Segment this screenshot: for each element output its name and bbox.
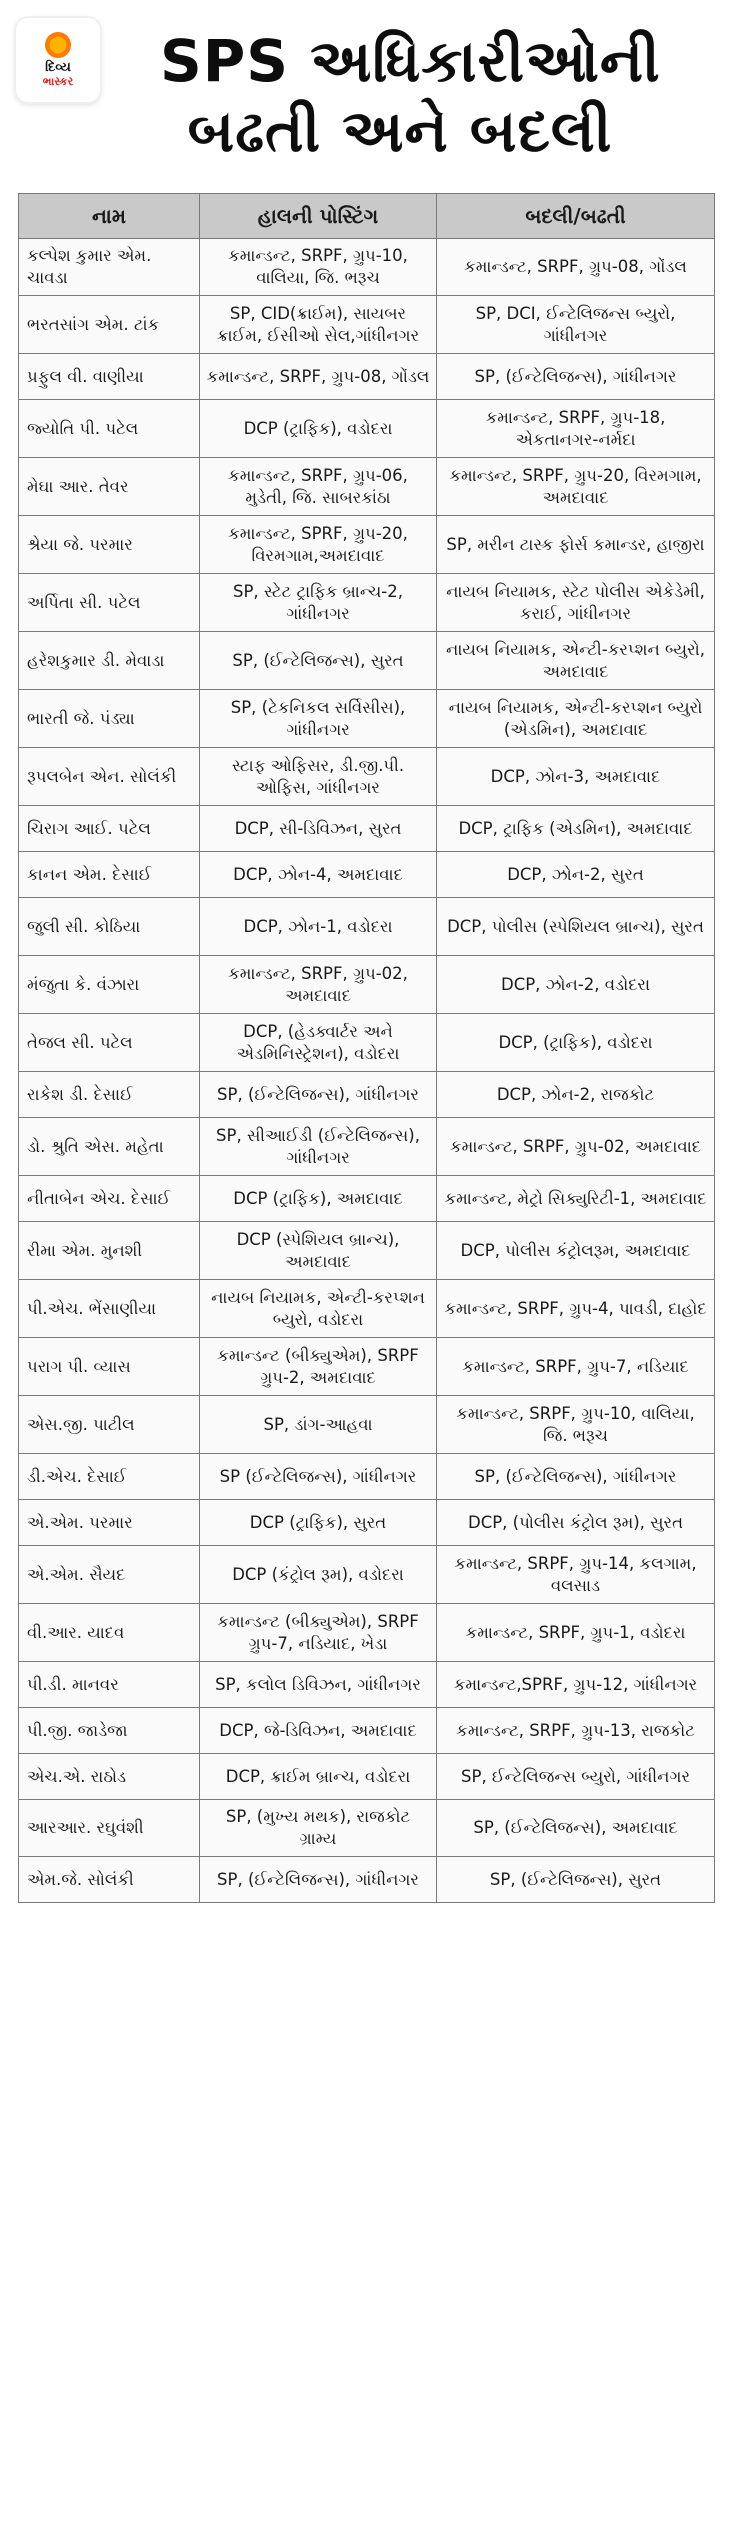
cell-name: હરેશકુમાર ડી. મેવાડા [19,632,200,690]
cell-current-posting: SP, (ટેકનિકલ સર્વિસીસ), ગાંધીનગર [200,690,437,748]
cell-current-posting: SP, ડાંગ-આહવા [200,1396,437,1454]
cell-new-posting: DCP, (ટ્રાફિક), વડોદરા [437,1014,715,1072]
transfer-table-container [18,193,714,1903]
table-row [19,1118,715,1176]
cell-current-posting: SP, (ઈન્ટેલિજન્સ), ગાંધીનગર [200,1857,437,1903]
cell-name: પ્રફુલ વી. વાણીયા [19,354,200,400]
cell-new-posting: DCP, ઝોન-3, અમદાવાદ [437,748,715,806]
cell-new-posting: કમાન્ડન્ટ, SRPF, ગ્રુપ-1, વડોદરા [437,1604,715,1662]
cell-new-posting: SP, DCI, ઈન્ટેલિજન્સ બ્યુરો, ગાંધીનગર [437,296,715,354]
table-row [19,400,715,458]
cell-name: આરઆર. રઘુવંશી [19,1800,200,1857]
table-header-row [19,194,715,239]
divya-bhaskar-logo [16,18,100,102]
cell-current-posting: DCP, સી-ડિવિઝન, સુરત [200,806,437,852]
cell-new-posting: SP, મરીન ટાસ્ક ફોર્સ કમાન્ડર, હાજીરા [437,516,715,574]
table-row [19,632,715,690]
cell-name: નીતાબેન એચ. દેસાઈ [19,1176,200,1222]
table-row [19,1857,715,1903]
cell-name: જ્યોતિ પી. પટેલ [19,400,200,458]
cell-current-posting: DCP (ટ્રાફિક), સુરત [200,1500,437,1546]
cell-current-posting: SP, સીઆઈડી (ઈન્ટેલિજન્સ), ગાંધીનગર [200,1118,437,1176]
table-row [19,1014,715,1072]
cell-name: કલ્પેશ કુમાર એમ. ચાવડા [19,239,200,296]
cell-name: ડો. શ્રુતિ એસ. મહેતા [19,1118,200,1176]
cell-current-posting: SP, CID(ક્રાઈમ), સાયબર ક્રાઈમ, ઈસીઓ સેલ,ગાંધીનગર [200,296,437,354]
cell-current-posting: કમાન્ડન્ટ, SPRF, ગ્રુપ-20, વિરમગામ,અમદાવાદ [200,516,437,574]
cell-name: એમ.જે. સોલંકી [19,1857,200,1903]
cell-new-posting: નાયબ નિયામક, સ્ટેટ પોલીસ એકેડેમી, કરાઈ, ગાંધીનગર [437,574,715,632]
page-title [160,26,661,166]
cell-name: એ.એમ. પરમાર [19,1500,200,1546]
cell-name: રાકેશ ડી. દેસાઈ [19,1072,200,1118]
cell-name: ભારતી જે. પંડ્યા [19,690,200,748]
table-row [19,1396,715,1454]
cell-name: અર્પિતા સી. પટેલ [19,574,200,632]
header-name: નામ [19,194,200,239]
cell-new-posting: કમાન્ડન્ટ, SRPF, ગ્રુપ-08, ગોંડલ [437,239,715,296]
cell-current-posting: DCP (કંટ્રોલ રૂમ), વડોદરા [200,1546,437,1604]
cell-current-posting: SP, સ્ટેટ ટ્રાફિક બ્રાન્ચ-2, ગાંધીનગર [200,574,437,632]
table-row [19,1176,715,1222]
table-row [19,748,715,806]
title-line-1: SPS અધિકારીઓની [160,27,661,95]
table-body [19,239,715,1903]
cell-new-posting: કમાન્ડન્ટ, SRPF, ગ્રુપ-13, રાજકોટ [437,1708,715,1754]
cell-name: રીમા એમ. મુનશી [19,1222,200,1280]
table-row [19,690,715,748]
cell-current-posting: કમાન્ડન્ટ, SRPF, ગ્રુપ-06, મુડેતી, જિ. સાબરકાંઠા [200,458,437,516]
cell-name: ભરતસાંગ એમ. ટાંક [19,296,200,354]
cell-new-posting: કમાન્ડન્ટ, SRPF, ગ્રુપ-14, કલગામ, વલસાડ [437,1546,715,1604]
cell-name: મંજુતા કે. વંઝારા [19,956,200,1014]
cell-current-posting: કમાન્ડન્ટ, SRPF, ગ્રુપ-10, વાલિયા, જિ. ભરૂચ [200,239,437,296]
cell-current-posting: SP (ઈન્ટેલિજન્સ), ગાંધીનગર [200,1454,437,1500]
table-row [19,1500,715,1546]
cell-current-posting: કમાન્ડન્ટ, SRPF, ગ્રુપ-02, અમદાવાદ [200,956,437,1014]
cell-name: પી.ડી. માનવર [19,1662,200,1708]
logo-line-1: દિવ્ય [45,60,71,75]
table-row [19,296,715,354]
table-row [19,1454,715,1500]
cell-new-posting: નાયબ નિયામક, એન્ટી-કરપ્શન બ્યુરો (એડમિન), અમદાવાદ [437,690,715,748]
cell-current-posting: DCP (ટ્રાફિક), અમદાવાદ [200,1176,437,1222]
cell-new-posting: કમાન્ડન્ટ, SRPF, ગ્રુપ-4, પાવડી, દાહોદ [437,1280,715,1338]
cell-new-posting: SP, (ઈન્ટેલિજન્સ), ગાંધીનગર [437,354,715,400]
cell-current-posting: કમાન્ડન્ટ, SRPF, ગ્રુપ-08, ગોંડલ [200,354,437,400]
cell-current-posting: નાયબ નિયામક, એન્ટી-કરપ્શન બ્યુરો, વડોદરા [200,1280,437,1338]
cell-current-posting: SP, કલોલ ડિવિઝન, ગાંધીનગર [200,1662,437,1708]
table-row [19,1072,715,1118]
table-row [19,516,715,574]
cell-name: શ્રેયા જે. પરમાર [19,516,200,574]
cell-name: વી.આર. યાદવ [19,1604,200,1662]
cell-new-posting: નાયબ નિયામક, એન્ટી-કરપ્શન બ્યુરો, અમદાવાદ [437,632,715,690]
header-current-posting: હાલની પોસ્ટિંગ [200,194,437,239]
cell-new-posting: કમાન્ડન્ટ, SRPF, ગ્રુપ-7, નડિયાદ [437,1338,715,1396]
cell-current-posting: DCP, ક્રાઈમ બ્રાન્ચ, વડોદરા [200,1754,437,1800]
cell-current-posting: DCP, (હેડક્વાર્ટર અને એડમિનિસ્ટ્રેશન), વડોદરા [200,1014,437,1072]
table-row [19,1546,715,1604]
cell-new-posting: DCP, પોલીસ કંટ્રોલરૂમ, અમદાવાદ [437,1222,715,1280]
table-row [19,1662,715,1708]
cell-name: ચિરાગ આઈ. પટેલ [19,806,200,852]
transfer-table [18,193,715,1903]
table-row [19,898,715,956]
cell-current-posting: SP, (મુખ્ય મથક), રાજકોટ ગ્રામ્ય [200,1800,437,1857]
header-transfer-promotion: બદલી/બઢતી [437,194,715,239]
cell-current-posting: SP, (ઈન્ટેલિજન્સ), સુરત [200,632,437,690]
cell-name: એ.એમ. સૈયદ [19,1546,200,1604]
cell-current-posting: સ્ટાફ ઓફિસર, ડી.જી.પી. ઓફિસ, ગાંધીનગર [200,748,437,806]
cell-new-posting: DCP, (પોલીસ કંટ્રોલ રૂમ), સુરત [437,1500,715,1546]
cell-current-posting: DCP, ઝોન-1, વડોદરા [200,898,437,956]
table-row [19,458,715,516]
cell-new-posting: DCP, ઝોન-2, રાજકોટ [437,1072,715,1118]
cell-name: પરાગ પી. વ્યાસ [19,1338,200,1396]
cell-name: એચ.એ. રાઠોડ [19,1754,200,1800]
cell-current-posting: DCP (ટ્રાફિક), વડોદરા [200,400,437,458]
table-row [19,1708,715,1754]
cell-name: તેજલ સી. પટેલ [19,1014,200,1072]
cell-new-posting: SP, (ઈન્ટેલિજન્સ), સુરત [437,1857,715,1903]
cell-new-posting: DCP, ટ્રાફિક (એડમિન), અમદાવાદ [437,806,715,852]
cell-name: પી.એચ. ભેંસાણીયા [19,1280,200,1338]
table-row [19,852,715,898]
cell-name: રૂપલબેન એન. સોલંકી [19,748,200,806]
cell-name: મેઘા આર. તેવર [19,458,200,516]
table-row [19,1800,715,1857]
table-row [19,1754,715,1800]
cell-new-posting: કમાન્ડન્ટ, SRPF, ગ્રુપ-10, વાલિયા, જિ. ભરૂચ [437,1396,715,1454]
sun-icon [45,32,71,58]
cell-new-posting: SP, (ઈન્ટેલિજન્સ), અમદાવાદ [437,1800,715,1857]
cell-new-posting: DCP, પોલીસ (સ્પેશિયલ બ્રાન્ચ), સુરત [437,898,715,956]
cell-current-posting: કમાન્ડન્ટ (બીક્યુએમ), SRPF ગ્રુપ-2, અમદાવાદ [200,1338,437,1396]
logo-line-2: ભાસ્કર [42,75,74,88]
cell-new-posting: DCP, ઝોન-2, સુરત [437,852,715,898]
table-row [19,574,715,632]
cell-name: પી.જી. જાડેજા [19,1708,200,1754]
cell-current-posting: કમાન્ડન્ટ (બીક્યુએમ), SRPF ગ્રુપ-7, નડિયાદ, ખેડા [200,1604,437,1662]
cell-new-posting: કમાન્ડન્ટ,SPRF, ગ્રુપ-12, ગાંધીનગર [437,1662,715,1708]
table-row [19,806,715,852]
cell-new-posting: SP, ઈન્ટેલિજન્સ બ્યુરો, ગાંધીનગર [437,1754,715,1800]
cell-name: કાનન એમ. દેસાઈ [19,852,200,898]
table-row [19,354,715,400]
table-row [19,956,715,1014]
cell-new-posting: SP, (ઈન્ટેલિજન્સ), ગાંધીનગર [437,1454,715,1500]
cell-new-posting: કમાન્ડન્ટ, મેટ્રો સિક્યુરિટી-1, અમદાવાદ [437,1176,715,1222]
cell-current-posting: SP, (ઈન્ટેલિજન્સ), ગાંધીનગર [200,1072,437,1118]
cell-name: જુલી સી. કોઠિયા [19,898,200,956]
table-row [19,1222,715,1280]
cell-current-posting: DCP, જે-ડિવિઝન, અમદાવાદ [200,1708,437,1754]
table-row [19,239,715,296]
cell-current-posting: DCP (સ્પેશિયલ બ્રાન્ચ), અમદાવાદ [200,1222,437,1280]
table-row [19,1280,715,1338]
cell-new-posting: DCP, ઝોન-2, વડોદરા [437,956,715,1014]
table-row [19,1604,715,1662]
cell-new-posting: કમાન્ડન્ટ, SRPF, ગ્રુપ-18, એકતાનગર-નર્મદા [437,400,715,458]
cell-name: એસ.જી. પાટીલ [19,1396,200,1454]
cell-current-posting: DCP, ઝોન-4, અમદાવાદ [200,852,437,898]
page-header [0,0,730,168]
cell-new-posting: કમાન્ડન્ટ, SRPF, ગ્રુપ-02, અમદાવાદ [437,1118,715,1176]
title-line-2: બઢતી અને બદલી [187,97,613,165]
cell-new-posting: કમાન્ડન્ટ, SRPF, ગ્રુપ-20, વિરમગામ, અમદાવાદ [437,458,715,516]
table-row [19,1338,715,1396]
cell-name: ડી.એચ. દેસાઈ [19,1454,200,1500]
